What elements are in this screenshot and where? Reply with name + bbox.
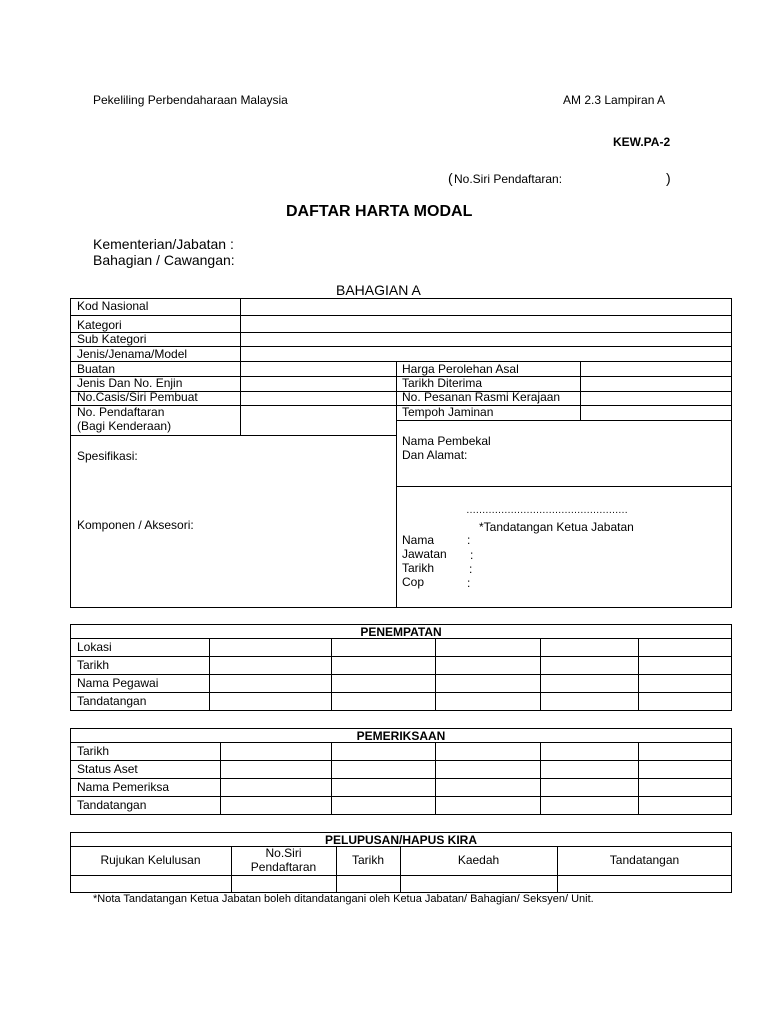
ministry-label: Kementerian/Jabatan : [93, 236, 234, 252]
sign-cop-colon: : [467, 576, 471, 590]
bagi-kenderaan-label: (Bagi Kenderaan) [77, 419, 172, 433]
col-tandatangan: Tandatangan [609, 853, 680, 867]
sign-jawatan-colon: : [470, 548, 474, 562]
row-divider [70, 796, 732, 797]
row-divider [70, 656, 732, 657]
signature-line: …………………………………………… [466, 505, 628, 516]
komponen-aksesori-label: Komponen / Aksesori: [77, 518, 194, 532]
col-divider [396, 361, 397, 608]
col-no-siri: No.Siri [265, 846, 302, 860]
col-pendaftaran: Pendaftaran [250, 860, 317, 874]
dan-alamat-label: Dan Alamat: [402, 448, 468, 462]
row-divider [70, 846, 732, 847]
kategori-label: Kategori [77, 318, 122, 332]
col-rujukan-kelulusan: Rujukan Kelulusan [100, 853, 201, 867]
row-divider [70, 332, 732, 333]
harga-perolehan-label: Harga Perolehan Asal [402, 362, 519, 376]
tempoh-jaminan-label: Tempoh Jaminan [402, 405, 494, 419]
penempatan-tarikh-label: Tarikh [77, 658, 110, 672]
siri-pendaftaran-label: No.Siri Pendaftaran: [454, 172, 563, 186]
section-a-heading: BAHAGIAN A [336, 282, 421, 298]
penempatan-nama-pegawai-label: Nama Pegawai [77, 676, 159, 690]
page-title: DAFTAR HARTA MODAL [286, 203, 473, 220]
sign-tarikh-label: Tarikh [402, 561, 435, 575]
circular-reference: Pekeliling Perbendaharaan Malaysia [93, 93, 288, 107]
pemeriksaan-nama-pemeriksa-label: Nama Pemeriksa [77, 780, 170, 794]
row-divider [70, 405, 732, 406]
penempatan-lokasi-label: Lokasi [77, 640, 112, 654]
buatan-label: Buatan [77, 362, 116, 376]
row-divider [70, 435, 396, 436]
row-divider [70, 778, 732, 779]
sign-nama-label: Nama [402, 533, 435, 547]
col-divider [331, 742, 332, 815]
sign-cop-label: Cop [402, 575, 425, 589]
row-divider [70, 742, 732, 743]
col-divider [580, 361, 581, 420]
spesifikasi-label: Spesifikasi: [77, 449, 138, 463]
kod-nasional-label: Kod Nasional [77, 299, 149, 313]
appendix-reference: AM 2.3 Lampiran A [563, 93, 666, 107]
sign-tarikh-colon: : [469, 562, 473, 576]
no-pesanan-label: No. Pesanan Rasmi Kerajaan [402, 390, 561, 404]
col-divider [435, 638, 436, 711]
col-divider [240, 298, 241, 435]
row-divider [396, 486, 732, 487]
col-divider [540, 638, 541, 711]
sign-nama-colon: : [467, 533, 471, 547]
col-divider [540, 742, 541, 815]
branch-label: Bahagian / Cawangan: [93, 252, 235, 268]
col-divider [638, 742, 639, 815]
nama-pembekal-label: Nama Pembekal [402, 434, 491, 448]
row-divider [70, 760, 732, 761]
section-a-border [70, 298, 732, 608]
tarikh-diterima-label: Tarikh Diterima [402, 376, 483, 390]
col-divider [220, 742, 221, 815]
sign-jawatan-label: Jawatan [402, 547, 447, 561]
row-divider [70, 692, 732, 693]
no-casis-label: No.Casis/Siri Pembuat [77, 390, 198, 404]
row-divider [70, 361, 732, 362]
col-divider [638, 638, 639, 711]
row-divider [70, 875, 732, 876]
row-divider [70, 315, 732, 316]
tandatangan-ketua-label: *Tandatangan Ketua Jabatan [479, 520, 634, 534]
siri-close-paren: ) [666, 170, 671, 186]
pemeriksaan-tandatangan-label: Tandatangan [77, 798, 147, 812]
row-divider [396, 420, 732, 421]
form-code: KEW.PA-2 [613, 135, 671, 149]
no-pendaftaran-label: No. Pendaftaran [77, 405, 165, 419]
jenis-jenama-model-label: Jenis/Jenama/Model [77, 347, 188, 361]
jenis-no-enjin-label: Jenis Dan No. Enjin [77, 376, 183, 390]
penempatan-tandatangan-label: Tandatangan [77, 694, 147, 708]
col-tarikh: Tarikh [351, 853, 384, 867]
pemeriksaan-status-aset-label: Status Aset [77, 762, 138, 776]
col-kaedah: Kaedah [457, 853, 500, 867]
penempatan-heading: PENEMPATAN [360, 625, 442, 639]
siri-open-paren: ( [448, 170, 453, 186]
footnote: *Nota Tandatangan Ketua Jabatan boleh ditandatangani oleh Ketua Jabatan/ Bahagian/ Seksyen/ Unit. [93, 893, 594, 905]
row-divider [70, 674, 732, 675]
pemeriksaan-heading: PEMERIKSAAN [356, 729, 446, 743]
pelupusan-heading: PELUPUSAN/HAPUS KIRA [324, 833, 477, 847]
sub-kategori-label: Sub Kategori [77, 332, 147, 346]
pemeriksaan-tarikh-label: Tarikh [77, 744, 110, 758]
col-divider [435, 742, 436, 815]
row-divider [70, 638, 732, 639]
col-divider [331, 638, 332, 711]
col-divider [209, 638, 210, 711]
